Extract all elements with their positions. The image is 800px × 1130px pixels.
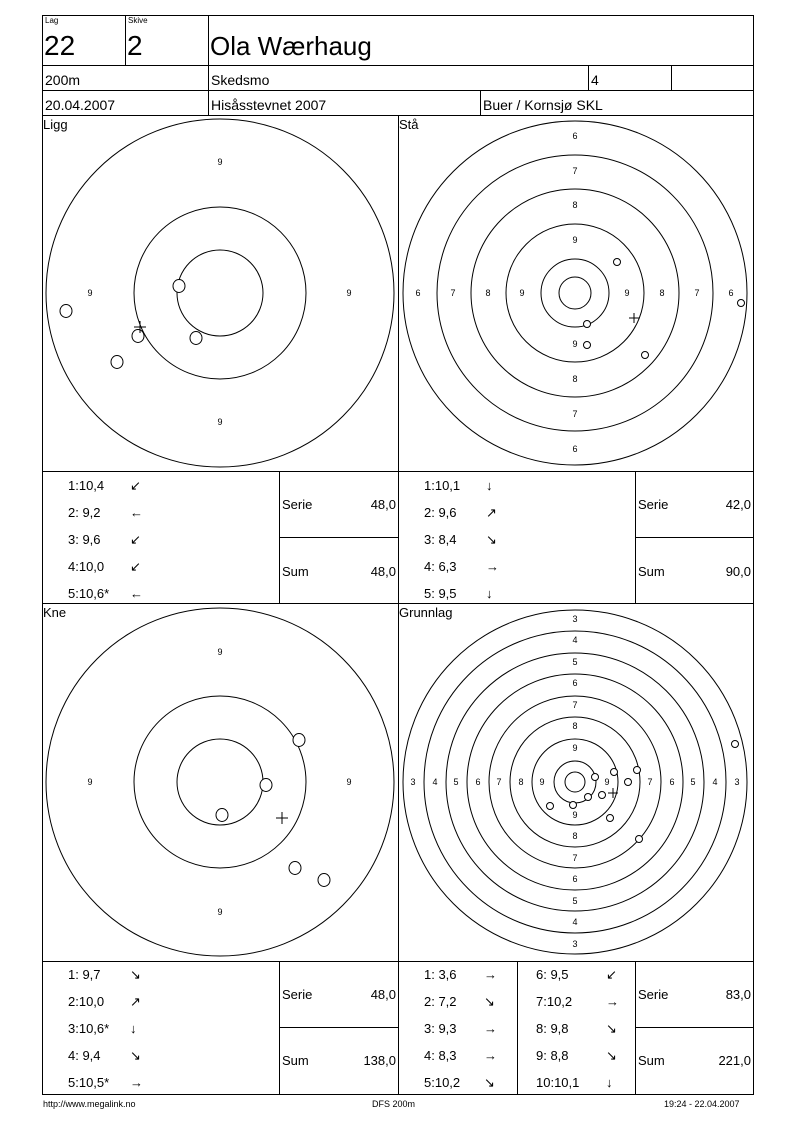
serie-value: 42,0 xyxy=(725,497,751,512)
svg-text:6: 6 xyxy=(415,288,421,298)
range-name: Buer / Kornsjø SKL xyxy=(483,97,603,113)
shot-hole xyxy=(547,803,554,810)
list-item: 4: 9,4 ↘ xyxy=(68,1048,141,1063)
shot-hole xyxy=(293,734,305,747)
shot-list-sta xyxy=(424,478,624,613)
direction-arrow-icon: → xyxy=(484,1048,497,1063)
direction-arrow-icon: → xyxy=(130,1075,143,1090)
shot-hole xyxy=(625,779,632,786)
shot-list-kne xyxy=(68,967,268,1102)
shot-hole xyxy=(289,862,301,875)
shot-list-grunnlag-b xyxy=(536,967,632,1102)
svg-text:4: 4 xyxy=(572,917,578,927)
sum-label: Sum xyxy=(638,564,665,579)
direction-arrow-icon: ↓ xyxy=(486,586,493,601)
footer-timestamp: 19:24 - 22.04.2007 xyxy=(664,1099,740,1109)
club: Skedsmo xyxy=(211,72,270,88)
shot-holes-ligg xyxy=(60,280,202,369)
svg-text:8: 8 xyxy=(485,288,491,298)
svg-text:8: 8 xyxy=(572,374,578,384)
direction-arrow-icon: ↘ xyxy=(484,1075,495,1090)
list-item: 7:10,2 → xyxy=(536,994,619,1009)
ring-label: 9 xyxy=(346,288,352,298)
svg-text:6: 6 xyxy=(572,678,578,688)
list-item: 6: 9,5 ↙ xyxy=(536,967,617,982)
svg-text:9: 9 xyxy=(572,810,578,820)
list-item: 5: 9,5 ↓ xyxy=(424,586,493,601)
sum-label: Sum xyxy=(638,1053,665,1068)
svg-text:8: 8 xyxy=(518,777,524,787)
svg-text:6: 6 xyxy=(669,777,675,787)
svg-text:9: 9 xyxy=(572,743,578,753)
list-item: 4: 6,3 → xyxy=(424,559,499,574)
svg-text:7: 7 xyxy=(647,777,653,787)
shot-holes-sta xyxy=(584,259,745,359)
direction-arrow-icon: ↘ xyxy=(130,967,141,982)
svg-text:9: 9 xyxy=(604,777,610,787)
list-item: 3:10,6* ↓ xyxy=(68,1021,137,1036)
svg-text:9: 9 xyxy=(539,777,545,787)
ring-label: 9 xyxy=(217,417,223,427)
svg-text:3: 3 xyxy=(572,939,578,949)
sum-label: Sum xyxy=(282,1053,309,1068)
shot-hole xyxy=(216,809,228,822)
svg-text:9: 9 xyxy=(572,339,578,349)
shot-hole xyxy=(60,305,72,318)
sum-label: Sum xyxy=(282,564,309,579)
list-item: 2: 9,6 ↗ xyxy=(424,505,497,520)
svg-text:5: 5 xyxy=(690,777,696,787)
direction-arrow-icon: ↘ xyxy=(486,532,497,547)
list-item: 1: 9,7 ↘ xyxy=(68,967,141,982)
svg-text:7: 7 xyxy=(496,777,502,787)
serie-value: 48,0 xyxy=(370,987,396,1002)
list-item: 1:10,1 ↓ xyxy=(424,478,493,493)
svg-text:6: 6 xyxy=(475,777,481,787)
svg-text:3: 3 xyxy=(734,777,740,787)
ring-label: 9 xyxy=(217,157,223,167)
svg-text:3: 3 xyxy=(410,777,416,787)
serie-value: 83,0 xyxy=(725,987,751,1002)
shot-hole xyxy=(642,352,649,359)
svg-text:6: 6 xyxy=(572,131,578,141)
svg-text:7: 7 xyxy=(572,166,578,176)
ring-labels-grunnlag xyxy=(410,614,739,949)
direction-arrow-icon: ↘ xyxy=(484,994,495,1009)
shot-hole xyxy=(190,332,202,345)
direction-arrow-icon: ↓ xyxy=(606,1075,613,1090)
svg-text:8: 8 xyxy=(572,831,578,841)
shot-hole xyxy=(111,356,123,369)
shot-hole xyxy=(132,330,144,343)
list-item: 2:10,0 ↗ xyxy=(68,994,141,1009)
direction-arrow-icon: ↙ xyxy=(130,559,141,574)
shot-hole xyxy=(584,321,591,328)
mean-point-cross xyxy=(608,788,618,798)
direction-arrow-icon: → xyxy=(486,559,499,574)
list-item: 5:10,6* ← xyxy=(68,586,143,601)
shot-hole xyxy=(599,792,606,799)
lag-value: 22 xyxy=(44,30,76,61)
panel-title-grunnlag: Grunnlag xyxy=(399,605,453,620)
svg-text:8: 8 xyxy=(572,721,578,731)
direction-arrow-icon: ↗ xyxy=(486,505,497,520)
shot-hole xyxy=(732,741,739,748)
distance: 200m xyxy=(45,72,81,88)
date: 20.04.2007 xyxy=(45,97,116,113)
footer-center: DFS 200m xyxy=(372,1099,416,1109)
list-item: 3: 8,4 ↘ xyxy=(424,532,497,547)
sum-value: 90,0 xyxy=(725,564,751,579)
sum-value: 48,0 xyxy=(370,564,396,579)
svg-text:7: 7 xyxy=(572,700,578,710)
shot-hole xyxy=(173,280,185,293)
svg-text:9: 9 xyxy=(519,288,525,298)
sum-value: 221,0 xyxy=(718,1053,751,1068)
shot-list-grunnlag-a xyxy=(424,967,514,1102)
direction-arrow-icon: ↗ xyxy=(130,994,141,1009)
direction-arrow-icon: ↓ xyxy=(486,478,493,493)
shot-hole xyxy=(634,767,641,774)
svg-text:3: 3 xyxy=(572,614,578,624)
direction-arrow-icon: ↘ xyxy=(606,1021,617,1036)
svg-text:4: 4 xyxy=(432,777,438,787)
lag-label: Lag xyxy=(45,16,59,25)
svg-text:9: 9 xyxy=(87,777,93,787)
shot-hole xyxy=(738,300,745,307)
svg-text:9: 9 xyxy=(624,288,630,298)
footer-link[interactable]: http://www.megalink.no xyxy=(43,1099,136,1109)
svg-text:8: 8 xyxy=(659,288,665,298)
direction-arrow-icon: ↙ xyxy=(130,478,141,493)
direction-arrow-icon: → xyxy=(606,994,619,1009)
serie-label: Serie xyxy=(638,987,669,1002)
serie-label: Serie xyxy=(638,497,669,512)
list-item: 5:10,5* → xyxy=(68,1075,143,1090)
shot-holes-kne xyxy=(216,734,330,887)
direction-arrow-icon: ← xyxy=(130,586,143,601)
svg-text:5: 5 xyxy=(572,657,578,667)
list-item: 9: 8,8 ↘ xyxy=(536,1048,617,1063)
svg-text:6: 6 xyxy=(572,874,578,884)
shot-hole xyxy=(592,774,599,781)
shot-list-ligg xyxy=(68,478,268,613)
svg-text:5: 5 xyxy=(453,777,459,787)
list-item: 2: 9,2 ← xyxy=(68,505,143,520)
skive-value: 2 xyxy=(127,30,143,61)
svg-text:8: 8 xyxy=(572,200,578,210)
list-item: 8: 9,8 ↘ xyxy=(536,1021,617,1036)
svg-text:4: 4 xyxy=(712,777,718,787)
ring-label: 9 xyxy=(87,288,93,298)
ring-labels-ligg xyxy=(87,157,351,427)
shot-hole xyxy=(636,836,643,843)
event-name: Hisåsstevnet 2007 xyxy=(211,97,327,113)
serie-label: Serie xyxy=(282,987,313,1002)
svg-text:7: 7 xyxy=(694,288,700,298)
sum-value: 138,0 xyxy=(363,1053,396,1068)
svg-text:9: 9 xyxy=(572,235,578,245)
target-ligg xyxy=(46,119,394,467)
svg-text:5: 5 xyxy=(572,896,578,906)
target-kne xyxy=(46,608,394,956)
direction-arrow-icon: ↙ xyxy=(606,967,617,982)
shot-hole xyxy=(585,794,592,801)
shot-hole xyxy=(318,874,330,887)
svg-text:6: 6 xyxy=(728,288,734,298)
svg-text:9: 9 xyxy=(217,647,223,657)
list-item: 4:10,0 ↙ xyxy=(68,559,141,574)
shot-hole xyxy=(570,802,577,809)
shot-hole xyxy=(260,779,272,792)
klasse: 4 xyxy=(591,72,599,88)
shot-hole xyxy=(611,769,618,776)
ring-labels-sta xyxy=(415,131,733,454)
list-item: 3: 9,6 ↙ xyxy=(68,532,141,547)
shot-hole xyxy=(614,259,621,266)
panel-title-ligg: Ligg xyxy=(43,117,68,132)
list-item: 2: 7,2 ↘ xyxy=(424,994,495,1009)
list-item: 4: 8,3 → xyxy=(424,1048,497,1063)
list-item: 10:10,1 ↓ xyxy=(536,1075,613,1090)
list-item: 5:10,2 ↘ xyxy=(424,1075,495,1090)
shot-hole xyxy=(607,815,614,822)
list-item: 1: 3,6 → xyxy=(424,967,497,982)
panel-title-kne: Kne xyxy=(43,605,67,620)
direction-arrow-icon: ↙ xyxy=(130,532,141,547)
svg-text:9: 9 xyxy=(346,777,352,787)
shooter-name: Ola Wærhaug xyxy=(210,31,372,61)
direction-arrow-icon: ↘ xyxy=(606,1048,617,1063)
list-item: 1:10,4 ↙ xyxy=(68,478,141,493)
svg-text:7: 7 xyxy=(572,853,578,863)
direction-arrow-icon: ↘ xyxy=(130,1048,141,1063)
ring-labels-kne xyxy=(87,647,351,917)
svg-text:4: 4 xyxy=(572,635,578,645)
list-item: 3: 9,3 → xyxy=(424,1021,497,1036)
direction-arrow-icon: ← xyxy=(130,505,143,520)
svg-text:6: 6 xyxy=(572,444,578,454)
svg-text:7: 7 xyxy=(450,288,456,298)
svg-text:9: 9 xyxy=(217,907,223,917)
skive-label: Skive xyxy=(128,16,148,25)
panel-title-sta: Stå xyxy=(399,117,419,132)
direction-arrow-icon: → xyxy=(484,1021,497,1036)
mean-point-cross xyxy=(276,812,288,824)
direction-arrow-icon: → xyxy=(484,967,497,982)
serie-label: Serie xyxy=(282,497,313,512)
svg-text:7: 7 xyxy=(572,409,578,419)
shot-hole xyxy=(584,342,591,349)
serie-value: 48,0 xyxy=(370,497,396,512)
direction-arrow-icon: ↓ xyxy=(130,1021,137,1036)
